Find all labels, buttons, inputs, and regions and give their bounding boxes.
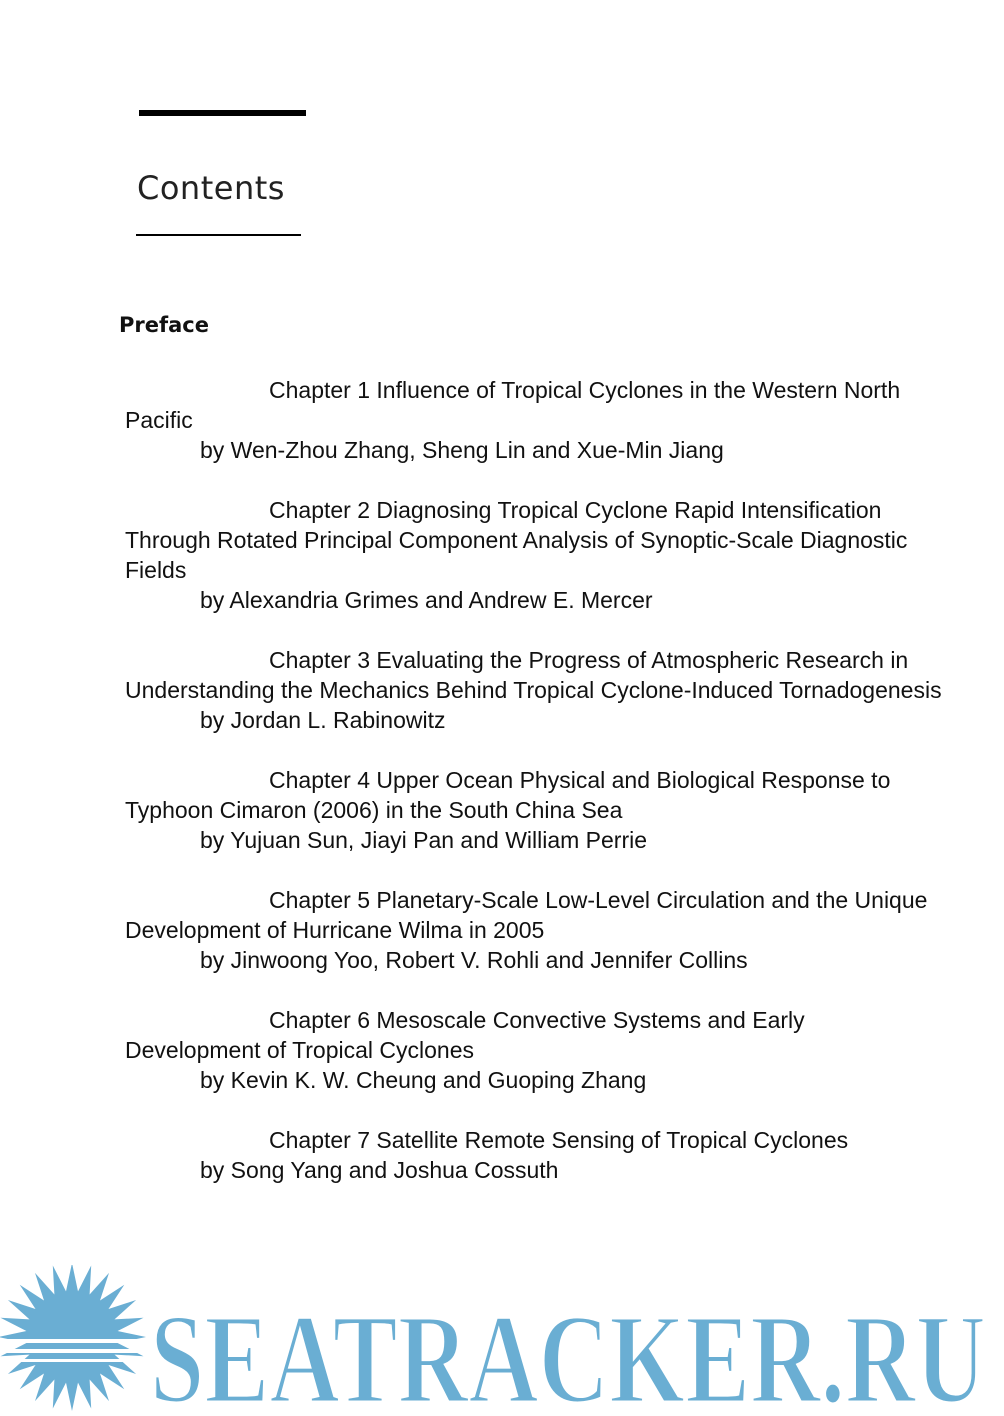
chapter-list <box>125 375 945 1185</box>
chapter-title: Chapter 4 Upper Ocean Physical and Biological Response to Typhoon Cimaron (2006) in the South China Sea <box>125 767 891 823</box>
chapter-entry-1 <box>125 375 945 465</box>
chapter-authors: by Yujuan Sun, Jiayi Pan and William Perrie <box>200 827 648 853</box>
chapter-authors: by Jinwoong Yoo, Robert V. Rohli and Jennifer Collins <box>200 947 748 973</box>
chapter-entry-2 <box>125 495 945 615</box>
chapter-entry-6 <box>125 1005 945 1095</box>
watermark <box>0 1265 1004 1416</box>
top-rule <box>139 110 306 116</box>
page-title: Contents <box>137 169 285 207</box>
sun-logo-icon <box>0 1265 160 1411</box>
chapter-authors: by Kevin K. W. Cheung and Guoping Zhang <box>200 1067 647 1093</box>
watermark-text: SEATRACKER.RU <box>150 1288 986 1416</box>
chapter-title: Chapter 7 Satellite Remote Sensing of Tropical Cyclones <box>269 1127 849 1153</box>
chapter-authors: by Wen-Zhou Zhang, Sheng Lin and Xue-Min Jiang <box>200 437 724 463</box>
chapter-authors: by Alexandria Grimes and Andrew E. Mercer <box>200 587 653 613</box>
chapter-title: Chapter 5 Planetary‐Scale Low‐Level Circulation and the Unique Development of Hurricane Wilma in 2005 <box>125 887 928 943</box>
preface-heading: Preface <box>119 313 209 337</box>
chapter-title: Chapter 2 Diagnosing Tropical Cyclone Rapid Intensification Through Rotated Principal Component Analysis of Synoptic-Scale Diagnostic Fields <box>125 497 908 583</box>
chapter-entry-5 <box>125 885 945 975</box>
chapter-entry-7 <box>125 1125 945 1185</box>
chapter-authors: by Song Yang and Joshua Cossuth <box>200 1157 559 1183</box>
chapter-title: Chapter 1 Influence of Tropical Cyclones in the Western North Pacific <box>125 377 901 433</box>
title-underline <box>136 234 301 236</box>
chapter-title: Chapter 3 Evaluating the Progress of Atmospheric Research in Understanding the Mechanics Behind Tropical Cyclone-Induced Tornadogenesis <box>125 647 942 703</box>
chapter-authors: by Jordan L. Rabinowitz <box>200 707 446 733</box>
chapter-entry-3 <box>125 645 945 735</box>
chapter-entry-4 <box>125 765 945 855</box>
chapter-title: Chapter 6 Mesoscale Convective Systems and Early Development of Tropical Cyclones <box>125 1007 805 1063</box>
